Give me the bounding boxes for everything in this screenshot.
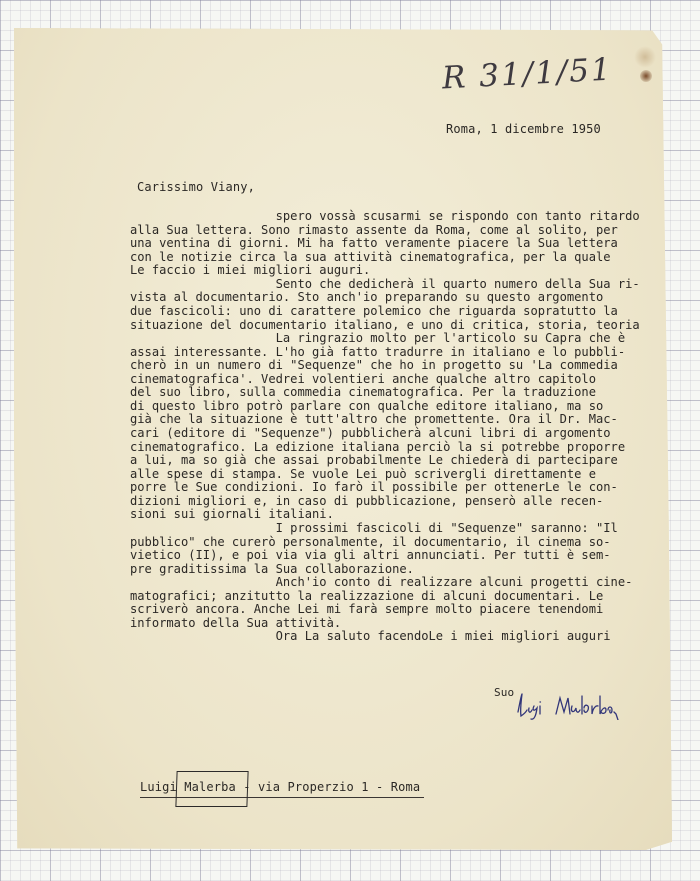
paper-stain (634, 46, 656, 68)
body-line: cinematografica'. Vedrei volentieri anche qualche altro capitolo (130, 371, 596, 386)
body-line: alle spese di stampa. Se vuole Lei può scrivergli direttamente e (130, 466, 596, 481)
body-line: di questo libro potrò parlare con qualche editore italiano, ma so (130, 398, 604, 413)
letter-date: Roma, 1 dicembre 1950 (446, 122, 601, 136)
body-line: Anch'io conto di realizzare alcuni progetti cine- (130, 575, 633, 590)
body-line: del suo libro, sulla commedia cinematografica. Per la traduzione (130, 385, 596, 400)
body-line: con le notizie circa la sua attività cinematografica, per la quale (130, 249, 611, 264)
body-line: vista al documentario. Sto anch'io preparando su questo argomento (130, 290, 604, 305)
body-line: a lui, ma so già che assai probabilmente Le chiederà di partecipare (130, 453, 618, 468)
salutation: Carissimo Viany, (137, 180, 255, 194)
body-line: due fascicoli: uno di carattere polemico che riguarda sopratutto la (130, 303, 618, 318)
body-line: cherò in un numero di "Sequenze" che ho in progetto su 'La commedia (130, 358, 618, 373)
body-line: spero vossà scusarmi se rispondo con tanto ritardo (130, 209, 640, 223)
body-line: sioni sui giornali italiani. (130, 507, 334, 522)
body-line: La ringrazio molto per l'articolo su Capra che è (130, 331, 626, 346)
body-line: vietico (II), e poi via via gli altri annunciati. Per tutti è sem- (130, 548, 611, 563)
body-line: già che la situazione è tutt'altro che promettente. Ora il Dr. Mac- (130, 412, 618, 427)
body-line: I prossimi fascicoli di "Sequenze" saranno: "Il (130, 520, 618, 535)
paper-stain (640, 70, 652, 82)
body-line: porre le Sue condizioni. Io farò il possibile per ottenerLe le con- (130, 480, 618, 495)
body-line: situazione del documentario italiano, e uno di critica, storia, teoria (130, 317, 640, 332)
handwritten-signature (512, 690, 622, 720)
body-line: scriverò ancora. Anche Lei mi farà sempre molto piacere tenendomi (130, 602, 604, 617)
body-line: pubblico" che curerò personalmente, il documentario, il cinema so- (130, 534, 611, 549)
body-line: dizioni migliori e, in caso di pubblicazione, penserò alle recen- (130, 493, 604, 508)
handwritten-annotation: R 31/1/51 (441, 51, 614, 97)
body-line: cinematografico. La edizione italiana perciò la si potrebbe proporre (130, 439, 626, 454)
letterhead-footer: Luigi Malerba - via Properzio 1 - Roma (140, 780, 421, 794)
ink-box-around-name (175, 771, 248, 807)
body-line: Sento che dedicherà il quarto numero della Sua ri- (130, 276, 640, 291)
body-line: cari (editore di "Sequenze") pubblicherà alcuni libri di argomento (130, 426, 611, 440)
body-line: matografici; anzitutto la realizzazione di alcuni documentari. Le (130, 588, 604, 603)
body-line: una ventina di giorni. Mi ha fatto veramente piacere la Sua lettera (130, 236, 618, 251)
closing: Suo (494, 686, 515, 699)
body-line: informato della Sua attività. (130, 615, 342, 630)
body-line: Ora La saluto facendoLe i miei migliori auguri (130, 629, 611, 644)
body-line: pre graditissima la Sua collaborazione. (130, 561, 414, 576)
body-line: assai interessante. L'ho già fatto tradurre in italiano e lo pubbli- (130, 344, 626, 359)
letter-body (130, 210, 640, 644)
body-line: alla Sua lettera. Sono rimasto assente da Roma, come al solito, per (130, 222, 618, 237)
body-line: Le faccio i miei migliori auguri. (130, 263, 371, 278)
